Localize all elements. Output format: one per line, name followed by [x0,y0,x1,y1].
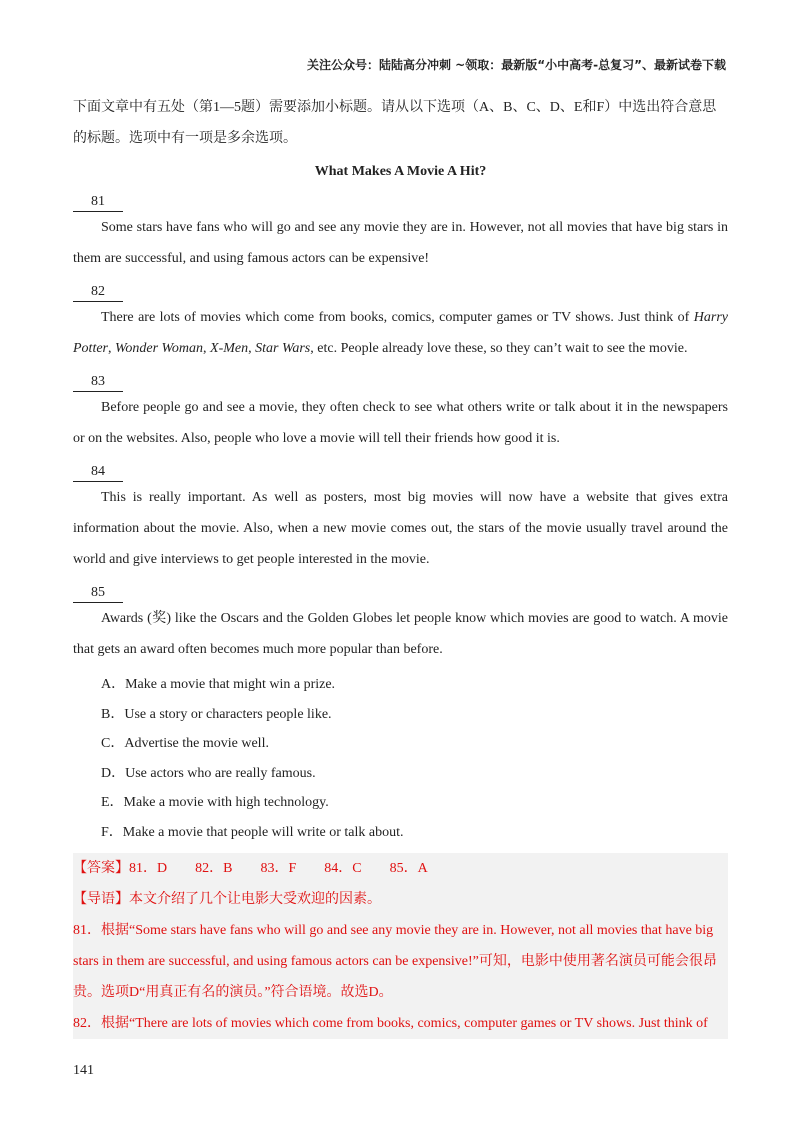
title-x-men: X-Men [210,341,249,356]
document-body [73,92,728,1039]
option-f: F．Make a movie that people will write or talk about. [101,824,404,840]
answer-section [73,853,728,1039]
paragraph-85: Awards (奖) like the Oscars and the Golden Globes let people know which movies are good to watch. A movie that gets an award often becomes much more popular than before. [73,611,728,657]
blank-84: 84 [73,463,123,482]
answer-key: 【答案】81．D 82．B 83．F 84．C 85．A [73,861,428,876]
title-harry-potter: Harry Potter [73,310,728,356]
page-header: 关注公众号：陆陆高分冲刺 ~领取：最新版“小中高考-总复习”、最新试卷下载 [307,58,726,72]
blank-83: 83 [73,373,123,392]
option-d: D．Use actors who are really famous. [101,765,316,781]
option-b: B．Use a story or characters people like. [101,706,332,722]
option-a: A．Make a movie that might win a prize. [101,677,336,692]
title-wonder-woman: Wonder Woman [115,341,204,356]
option-e: E．Make a movie with high technology. [101,795,329,810]
explanation-82: 82．根据“There are lots of movies which come from books, comics, computer games or TV shows. Just think of [73,1016,708,1031]
instructions: 下面文章中有五处（第1—5题）需要添加小标题。请从以下选项（A、B、C、D、E和F）中选出符合意思的标题。选项中有一项是多余选项。 [73,100,717,146]
explanation-81: 81．根据“Some stars have fans who will go and see any movie they are in. However, not all movies that have big stars in them are successful, and using famous actors can be expensive!”可知，电影中使用著名演员可能会很昂贵。选项D“用真正有名的演员。”符合语境。故选D。 [73,923,717,1000]
option-c: C．Advertise the movie well. [101,736,269,751]
paragraph-82: There are lots of movies which come from books, comics, computer games or TV shows. Just think of Harry Potter, Wonder Woman, X-Men, Star Wars, etc. People already love these, so they can’t wait to see the movie. [73,310,728,356]
paragraph-84: This is really important. As well as posters, most big movies will now have a website that gives extra information about the movie. Also, when a new movie comes out, the stars of the movie usually travel around the world and give interviews to get people interested in the movie. [73,490,728,567]
options-list [73,670,728,847]
page-number: 141 [73,1063,94,1078]
guide-text: 【导语】本文介绍了几个让电影大受欢迎的因素。 [73,892,381,907]
title-star-wars: Star Wars [255,341,311,356]
blank-82: 82 [73,283,123,302]
blank-81: 81 [73,193,123,212]
paragraph-81: Some stars have fans who will go and see any movie they are in. However, not all movies that have big stars in them are successful, and using famous actors can be expensive! [73,220,728,266]
blank-85: 85 [73,584,123,603]
passage-title: What Makes A Movie A Hit? [314,164,487,179]
paragraph-83: Before people go and see a movie, they often check to see what others write or talk about it in the newspapers or on the websites. Also, people who love a movie will tell their friends how good it is. [73,400,728,446]
